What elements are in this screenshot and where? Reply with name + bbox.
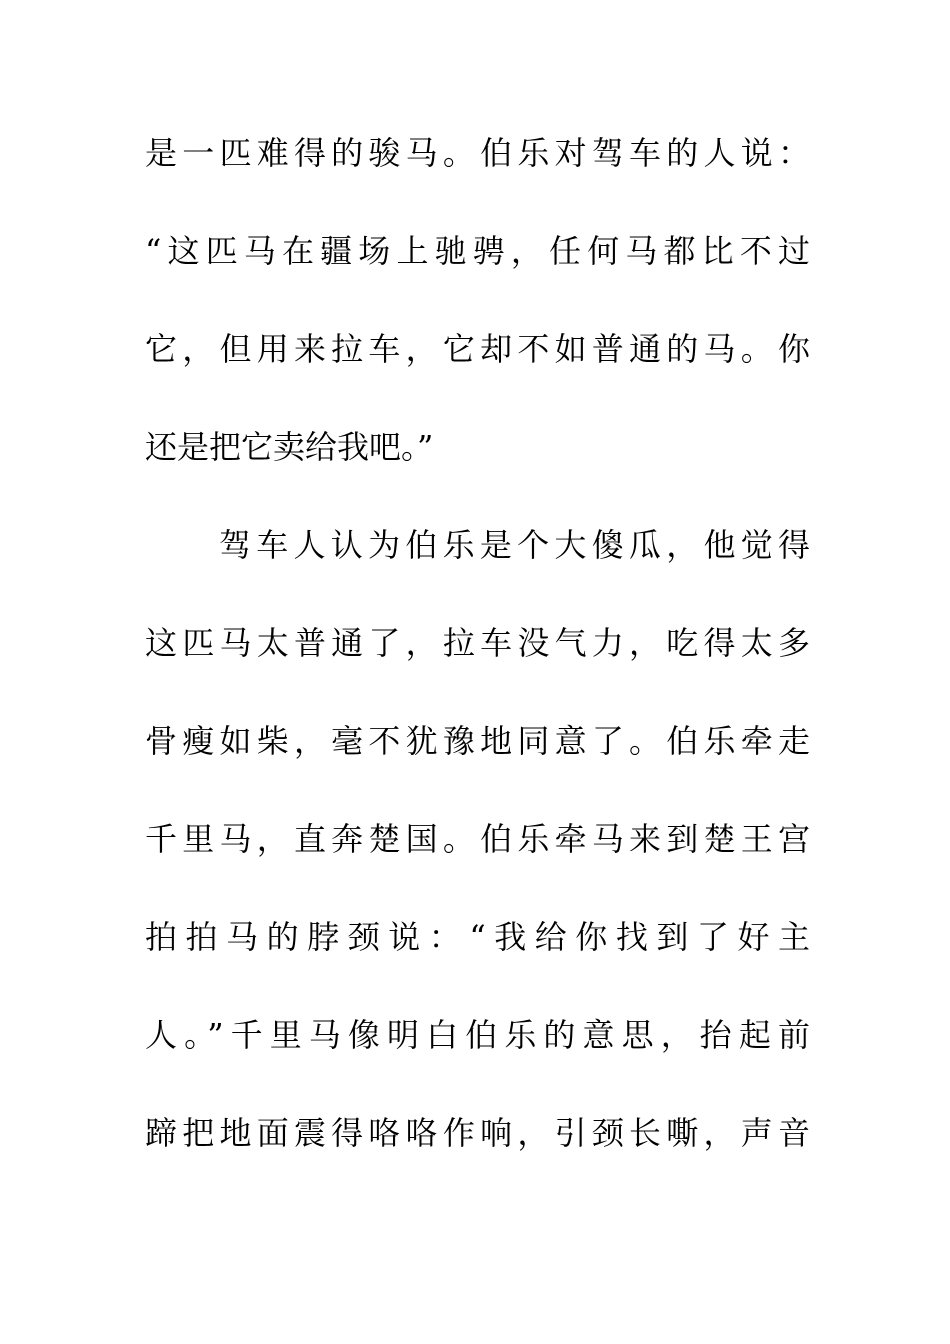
- text-line-7: 骨瘦如柴，毫不犹豫地同意了。伯乐牵走: [145, 722, 810, 760]
- text-line-6: 这匹马太普通了，拉车没气力，吃得太多: [145, 624, 810, 662]
- text-line-1: 是一匹难得的骏马。伯乐对驾车的人说：: [145, 134, 810, 172]
- text-line-3: 它，但用来拉车，它却不如普通的马。你: [145, 330, 810, 368]
- text-line-2: “这匹马在疆场上驰骋，任何马都比不过: [145, 232, 810, 270]
- text-line-9: 拍拍马的脖颈说：“我给你找到了好主: [145, 918, 810, 956]
- body-text: [145, 121, 810, 1199]
- text-line-5: 驾车人认为伯乐是个大傻瓜，他觉得: [219, 526, 810, 564]
- text-line-4: 还是把它卖给我吧。”: [145, 428, 434, 466]
- text-line-10: 人。”千里马像明白伯乐的意思，抬起前: [145, 1016, 810, 1054]
- text-line-11: 蹄把地面震得咯咯作响，引颈长嘶，声音: [145, 1114, 810, 1152]
- text-line-8: 千里马，直奔楚国。伯乐牵马来到楚王宫: [145, 820, 810, 858]
